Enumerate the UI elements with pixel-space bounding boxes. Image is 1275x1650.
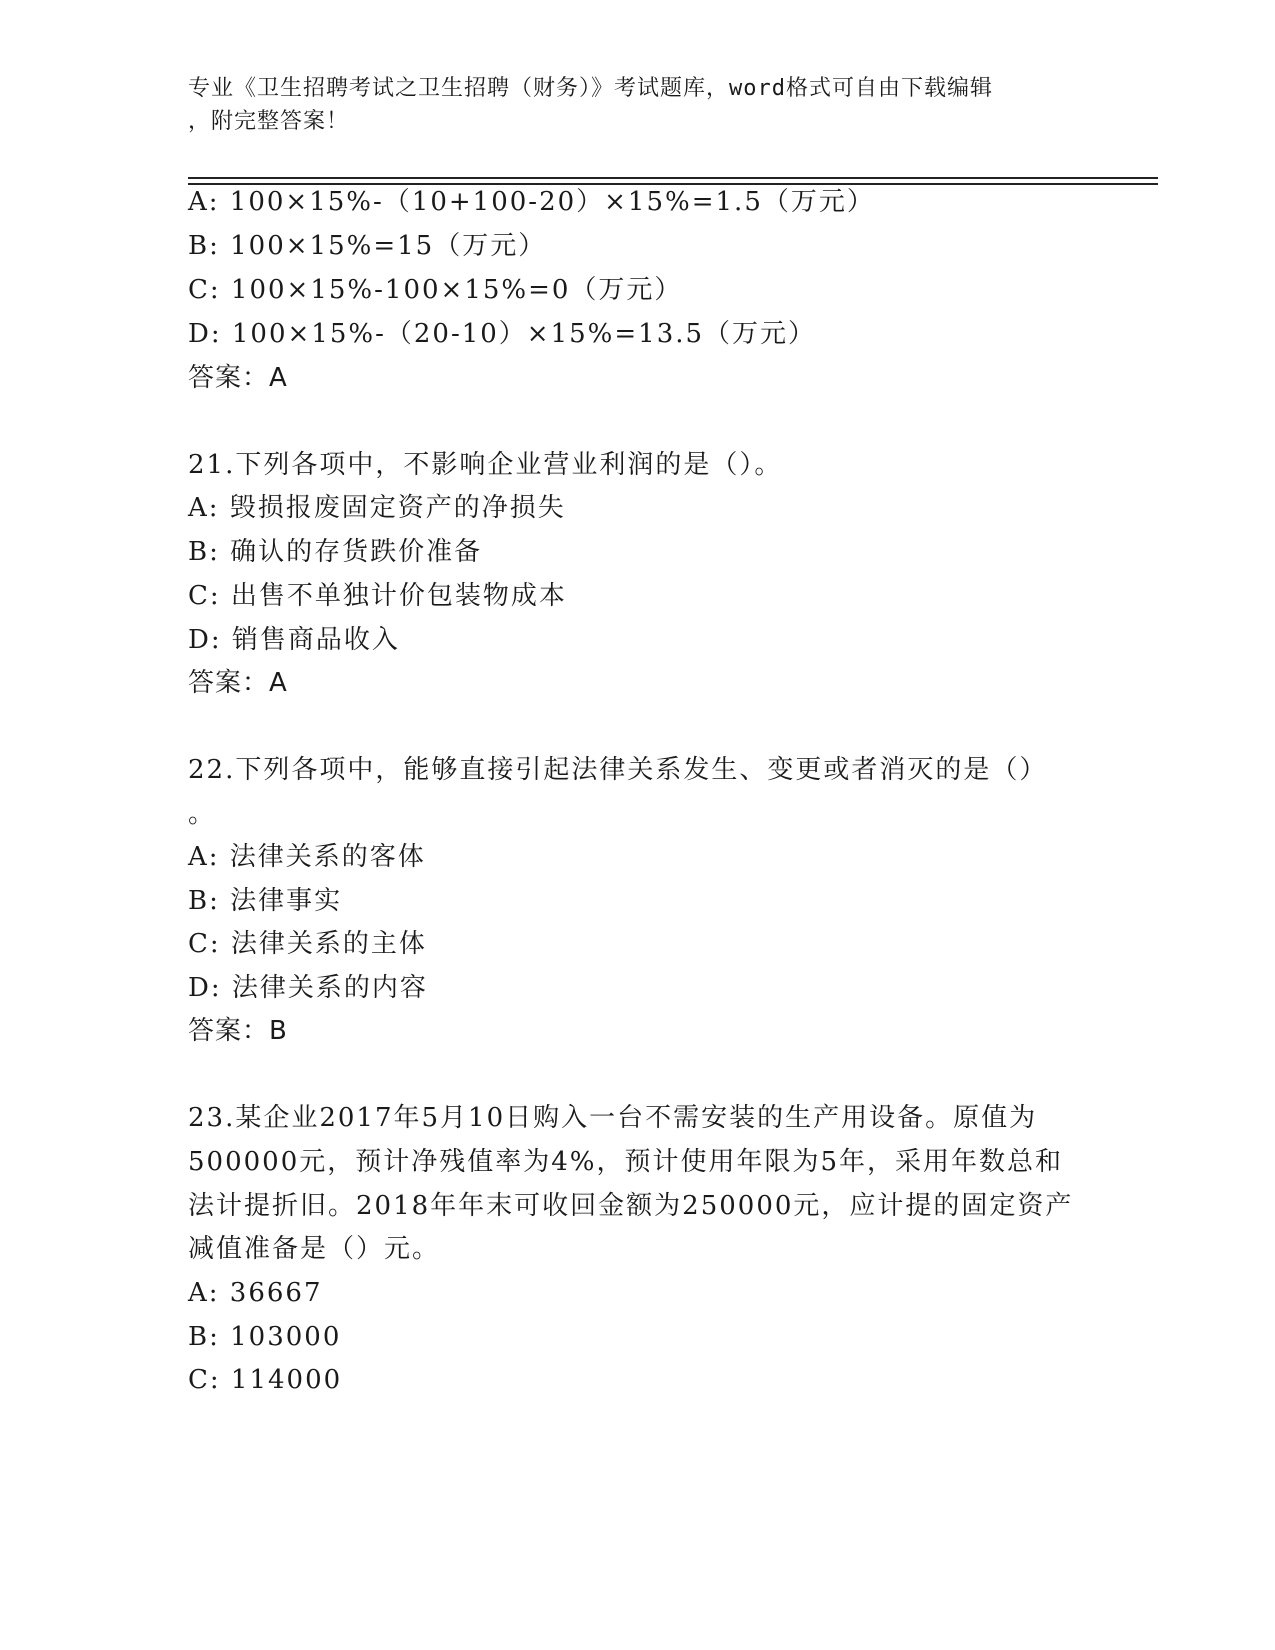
q20-option-b: B: 100×15%=15（万元） [188, 231, 547, 261]
document-header [188, 72, 1088, 138]
q20-option-c: C: 100×15%-100×15%=0（万元） [188, 275, 683, 305]
q23-question-line-3: 法计提折旧。2018年年末可收回金额为250000元，应计提的固定资产 [188, 1191, 1074, 1221]
q22-question-line-2: 。 [188, 799, 217, 829]
q23-question-line-2: 500000元，预计净残值率为4%，预计使用年限为5年，采用年数总和 [188, 1147, 1064, 1177]
q21-question: 21.下列各项中，不影响企业营业利润的是（）。 [188, 450, 783, 480]
q21-option-c: C: 出售不单独计价包装物成本 [188, 581, 567, 611]
q22-option-b: B: 法律事实 [188, 886, 343, 916]
q21-option-b: B: 确认的存货跌价准备 [188, 537, 483, 567]
q23-option-b: B: 103000 [188, 1322, 342, 1352]
q23-question-line-1: 23.某企业2017年5月10日购入一台不需安装的生产用设备。原值为 [188, 1103, 1038, 1133]
q23-option-c: C: 114000 [188, 1365, 343, 1395]
q20-option-a: A: 100×15%-（10+100-20）×15%=1.5（万元） [188, 187, 875, 217]
q22-question-line-1: 22.下列各项中，能够直接引起法律关系发生、变更或者消灭的是（） [188, 755, 1048, 785]
q21-option-d: D: 销售商品收入 [188, 625, 400, 655]
q22-option-c: C: 法律关系的主体 [188, 929, 427, 959]
q22-option-d: D: 法律关系的内容 [188, 973, 428, 1003]
q22-answer: 答案：B [188, 1016, 288, 1046]
header-divider-top [188, 177, 1158, 179]
q20-answer: 答案：A [188, 363, 288, 393]
header-title-line-2: ，附完整答案！ [188, 109, 350, 134]
header-title-line-1: 专业《卫生招聘考试之卫生招聘（财务）》考试题库，word格式可自由下载编辑 [188, 76, 993, 101]
q23-question-line-4: 减值准备是（）元。 [188, 1234, 441, 1264]
q20-option-d: D: 100×15%-（20-10）×15%=13.5（万元） [188, 319, 817, 349]
q23-option-a: A: 36667 [188, 1278, 323, 1308]
q22-option-a: A: 法律关系的客体 [188, 842, 426, 872]
q21-answer: 答案：A [188, 668, 288, 698]
q21-option-a: A: 毁损报废固定资产的净损失 [188, 493, 566, 523]
